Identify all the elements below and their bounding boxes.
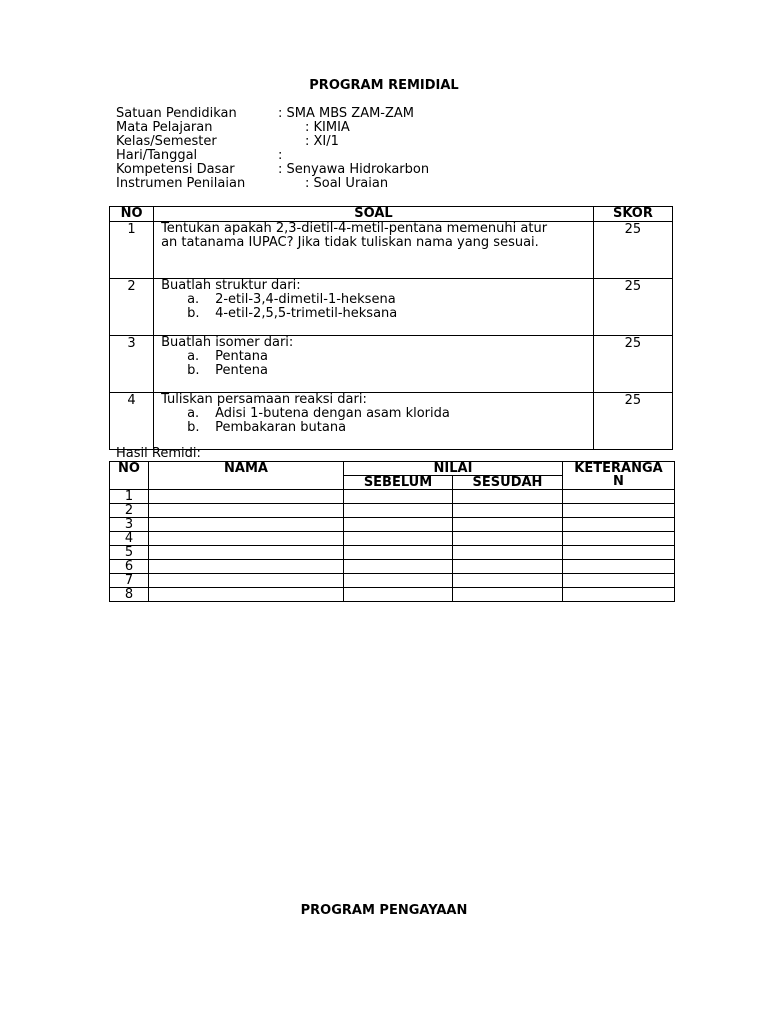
subitem-marker: b. — [187, 306, 200, 321]
question-cell — [154, 393, 594, 450]
info-label: Hari/Tanggal — [116, 148, 198, 163]
table-row — [110, 336, 673, 393]
info-value: : XI/1 — [305, 134, 339, 149]
nama-cell[interactable] — [149, 588, 344, 602]
table-row — [110, 518, 675, 532]
question-subitem — [161, 307, 593, 321]
header-no: NO — [110, 207, 154, 222]
keterangan-cell[interactable] — [563, 560, 675, 574]
info-label: Satuan Pendidikan — [116, 106, 237, 121]
question-cell — [154, 222, 594, 279]
question-subitem — [161, 407, 593, 421]
question-subitem — [161, 350, 593, 364]
header-keterangan — [563, 462, 675, 490]
table-header-row — [110, 462, 675, 476]
row-score: 25 — [593, 336, 672, 393]
row-no: 6 — [110, 560, 149, 574]
sesudah-cell[interactable] — [453, 560, 563, 574]
table-row — [110, 504, 675, 518]
sebelum-cell[interactable] — [344, 518, 453, 532]
sesudah-cell[interactable] — [453, 574, 563, 588]
question-text: Buatlah struktur dari: — [161, 278, 301, 293]
subitem-text: Pentana — [215, 349, 268, 364]
sesudah-cell[interactable] — [453, 588, 563, 602]
header-soal: SOAL — [154, 207, 594, 222]
row-score: 25 — [593, 222, 672, 279]
sebelum-cell[interactable] — [344, 574, 453, 588]
subitem-text: Pentena — [215, 363, 268, 378]
table-row — [110, 222, 673, 279]
info-value: : — [278, 148, 283, 163]
table-row — [110, 532, 675, 546]
question-text: Buatlah isomer dari: — [161, 335, 294, 350]
header-keterangan-line: KETERANGA — [574, 461, 663, 476]
nama-cell[interactable] — [149, 546, 344, 560]
info-value: : KIMIA — [305, 120, 350, 135]
row-no: 7 — [110, 574, 149, 588]
question-cell — [154, 336, 594, 393]
row-no: 3 — [110, 336, 154, 393]
sesudah-cell[interactable] — [453, 546, 563, 560]
question-subitem — [161, 421, 593, 435]
sesudah-cell[interactable] — [453, 504, 563, 518]
nama-cell[interactable] — [149, 518, 344, 532]
section-title: PROGRAM PENGAYAAN — [300, 903, 468, 918]
row-no: 1 — [110, 222, 154, 279]
keterangan-cell[interactable] — [563, 490, 675, 504]
header-skor: SKOR — [593, 207, 672, 222]
header-no: NO — [110, 462, 149, 490]
keterangan-cell[interactable] — [563, 504, 675, 518]
nama-cell[interactable] — [149, 574, 344, 588]
header-nilai: NILAI — [344, 462, 563, 476]
row-no: 5 — [110, 546, 149, 560]
row-score: 25 — [593, 393, 672, 450]
keterangan-cell[interactable] — [563, 588, 675, 602]
keterangan-cell[interactable] — [563, 518, 675, 532]
table-row — [110, 490, 675, 504]
keterangan-cell[interactable] — [563, 532, 675, 546]
table-row — [110, 574, 675, 588]
row-no: 8 — [110, 588, 149, 602]
info-value: : Soal Uraian — [305, 176, 389, 191]
table-row — [110, 393, 673, 450]
row-no: 4 — [110, 532, 149, 546]
table-header-row — [110, 207, 673, 222]
subitem-marker: b. — [187, 363, 200, 378]
header-sebelum: SEBELUM — [344, 476, 453, 490]
nama-cell[interactable] — [149, 532, 344, 546]
info-label: Kompetensi Dasar — [116, 162, 235, 177]
nama-cell[interactable] — [149, 560, 344, 574]
question-subitem — [161, 364, 593, 378]
sebelum-cell[interactable] — [344, 504, 453, 518]
sesudah-cell[interactable] — [453, 518, 563, 532]
soal-table — [109, 206, 673, 450]
subitem-text: Adisi 1-butena dengan asam klorida — [215, 406, 450, 421]
table-row — [110, 279, 673, 336]
subitem-marker: a. — [187, 292, 200, 307]
subitem-marker: a. — [187, 349, 200, 364]
header-sesudah: SESUDAH — [453, 476, 563, 490]
row-score: 25 — [593, 279, 672, 336]
info-label: Kelas/Semester — [116, 134, 217, 149]
info-label: Instrumen Penilaian — [116, 176, 246, 191]
sesudah-cell[interactable] — [453, 490, 563, 504]
question-text: Tuliskan persamaan reaksi dari: — [161, 392, 367, 407]
row-no: 1 — [110, 490, 149, 504]
subitem-marker: a. — [187, 406, 200, 421]
header-keterangan-line: N — [613, 474, 624, 489]
table-row — [110, 588, 675, 602]
keterangan-cell[interactable] — [563, 546, 675, 560]
subitem-text: 2-etil-3,4-dimetil-1-heksena — [215, 292, 396, 307]
question-subitem — [161, 293, 593, 307]
row-no: 3 — [110, 518, 149, 532]
info-label: Mata Pelajaran — [116, 120, 213, 135]
sebelum-cell[interactable] — [344, 490, 453, 504]
keterangan-cell[interactable] — [563, 574, 675, 588]
row-no: 4 — [110, 393, 154, 450]
row-no: 2 — [110, 279, 154, 336]
sebelum-cell[interactable] — [344, 546, 453, 560]
row-no: 2 — [110, 504, 149, 518]
page-title: PROGRAM REMIDIAL — [309, 78, 459, 93]
hasil-table — [109, 461, 675, 602]
nama-cell[interactable] — [149, 504, 344, 518]
question-cell — [154, 279, 594, 336]
subitem-text: 4-etil-2,5,5-trimetil-heksana — [215, 306, 398, 321]
question-text: an tatanama IUPAC? Jika tidak tuliskan nama yang sesuai. — [161, 235, 539, 250]
info-value: : SMA MBS ZAM-ZAM — [278, 106, 415, 121]
sebelum-cell[interactable] — [344, 588, 453, 602]
table-row — [110, 546, 675, 560]
sesudah-cell[interactable] — [453, 532, 563, 546]
subitem-text: Pembakaran butana — [215, 420, 347, 435]
info-value: : Senyawa Hidrokarbon — [278, 162, 430, 177]
subitem-marker: b. — [187, 420, 200, 435]
nama-cell[interactable] — [149, 490, 344, 504]
sebelum-cell[interactable] — [344, 532, 453, 546]
table-row — [110, 560, 675, 574]
header-nama: NAMA — [149, 462, 344, 490]
sebelum-cell[interactable] — [344, 560, 453, 574]
hasil-label: Hasil Remidi: — [116, 446, 201, 461]
question-text: Tentukan apakah 2,3-dietil-4-metil-pentana memenuhi atur — [161, 221, 548, 236]
